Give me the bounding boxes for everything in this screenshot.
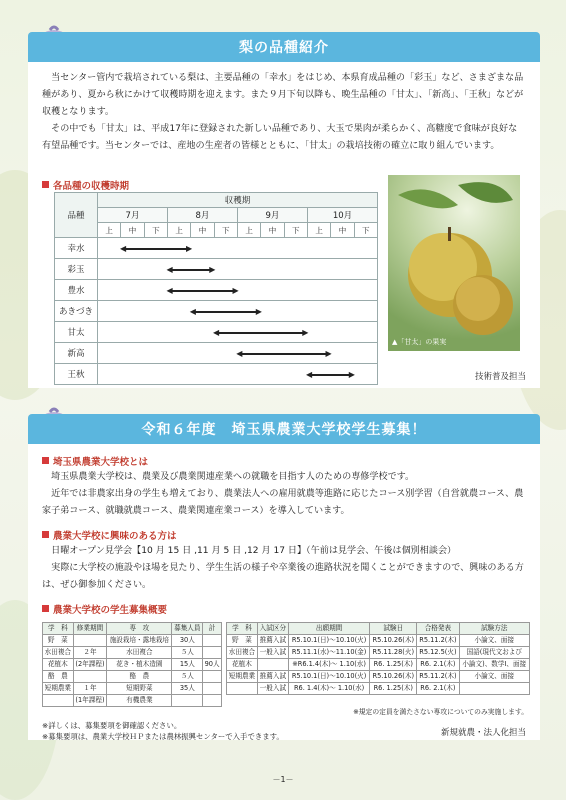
- arrow-left-icon: ◀: [213, 328, 220, 337]
- month-header: 10月: [307, 208, 377, 223]
- subperiod-header: 上: [307, 223, 330, 238]
- harvest-bar: [236, 349, 332, 358]
- variety-row: [55, 322, 378, 343]
- exam-cell: 一般入試: [257, 683, 288, 695]
- harvest-bar: [166, 286, 239, 295]
- exam-header-cell: 合格発表: [417, 623, 459, 635]
- exam-header-cell: 出願期間: [288, 623, 370, 635]
- recruit-row: [43, 659, 222, 671]
- arrow-left-icon: ◀: [166, 286, 173, 295]
- recruit-cell: [203, 671, 222, 683]
- heading-recruitment-text: 農業大学校の学生募集概要: [53, 605, 168, 616]
- harvest-bar-cell: [98, 259, 378, 280]
- exam-cell: R5.11.1(水)～11.10(金): [288, 647, 370, 659]
- recruit-cell: 短期農業: [43, 683, 74, 695]
- section2-body: [28, 444, 540, 740]
- exam-cell: R6. 1.25(木): [370, 659, 417, 671]
- exam-cell: 短期農業: [227, 671, 258, 683]
- exam-cell: R5.10.26(木): [370, 671, 417, 683]
- variety-name: 豊水: [55, 280, 98, 301]
- bullet-square-icon: [42, 181, 49, 188]
- exam-cell: R6. 2.1(木): [417, 683, 459, 695]
- recruit-cell: [73, 635, 107, 647]
- variety-row: [55, 301, 378, 322]
- recruit-row: [43, 635, 222, 647]
- arrow-left-icon: ◀: [189, 307, 196, 316]
- section2-title: 令和６年度 埼玉県農業大学校学生募集！: [141, 422, 427, 438]
- heading-about: [42, 450, 526, 469]
- variety-name: 彩玉: [55, 259, 98, 280]
- variety-name: 王秋: [55, 364, 98, 385]
- note-1: ※詳しくは、募集要項を御確認ください。: [42, 721, 182, 730]
- exam-schedule-table: [226, 622, 530, 695]
- exam-cell: R5.11.28(火): [370, 647, 417, 659]
- month-header: 9月: [237, 208, 307, 223]
- harvest-bar: [189, 307, 262, 316]
- exam-cell: 小論文、面接: [459, 635, 529, 647]
- harvest-bar-cell: [98, 322, 378, 343]
- recruit-cell: 35人: [172, 683, 203, 695]
- heading-about-text: 埼玉県農業大学校とは: [53, 457, 149, 468]
- recruit-cell: [203, 683, 222, 695]
- exam-row: [227, 683, 530, 695]
- recruit-cell: ２年: [73, 647, 107, 659]
- arrow-left-icon: ◀: [166, 265, 173, 274]
- bullet-square-icon: [42, 605, 49, 612]
- exam-table-note: ※規定の定員を満たさない専攻についてのみ実施します。: [353, 708, 528, 716]
- recruit-header-cell: 学 科: [43, 623, 74, 635]
- recruit-cell: [172, 695, 203, 707]
- photo-caption: ▲「甘太」の果実: [392, 338, 447, 346]
- subperiod-header: 下: [284, 223, 307, 238]
- section1-title-bar: [28, 32, 540, 62]
- subperiod-header: 上: [98, 223, 121, 238]
- harvest-period-header: 収穫期: [98, 193, 378, 208]
- harvest-bar-cell: [98, 301, 378, 322]
- arrow-left-icon: ◀: [236, 349, 243, 358]
- recruit-cell: 花き・植木造園: [107, 659, 172, 671]
- recruit-cell: 野 菜: [43, 635, 74, 647]
- heading-recruitment: [42, 598, 526, 617]
- section2-author: 新規就農・法人化担当: [440, 728, 526, 738]
- exam-header-cell: 学 科: [227, 623, 258, 635]
- section1-paragraph-1: 当センター管内で栽培されている梨は、主要品種の「幸水」をはじめ、本県育成品種の「彩玉」など、さまざまな品種があり、夏から秋にかけて収穫時期を迎えます。また９月下旬以降も、晩生品種の「甘太」、「新高」、「王秋」などが収穫となります。: [42, 73, 524, 117]
- recruit-cell: １年: [73, 683, 107, 695]
- subperiod-header: 上: [167, 223, 190, 238]
- variety-row: [55, 343, 378, 364]
- note-2: ※募集要項は、農業大学校ＨＰまたは農林振興センターで入手できます。: [42, 732, 284, 741]
- recruit-cell: 施設栽培・露地栽培: [107, 635, 172, 647]
- exam-row: [227, 671, 530, 683]
- exam-cell: R5.11.2(木): [417, 671, 459, 683]
- exam-cell: 一般入試: [257, 647, 288, 659]
- bullet-square-icon: [42, 457, 49, 464]
- subperiod-header: 下: [354, 223, 377, 238]
- exam-row: [227, 635, 530, 647]
- harvest-bar: [120, 244, 193, 253]
- recruit-header-cell: 計: [203, 623, 222, 635]
- chart-heading: [42, 174, 129, 193]
- exam-cell: 推薦入試: [257, 635, 288, 647]
- recruit-cell: 90人: [203, 659, 222, 671]
- recruit-cell: 花植木: [43, 659, 74, 671]
- month-header: 8月: [167, 208, 237, 223]
- exam-cell: R5.10.1(日)～10.10(火): [288, 635, 370, 647]
- recruit-cell: (2年課程): [73, 659, 107, 671]
- arrow-right-icon: ▶: [348, 370, 355, 379]
- variety-name: 幸水: [55, 238, 98, 259]
- section1-body: [28, 62, 540, 388]
- exam-cell: 小論文、面接: [459, 671, 529, 683]
- exam-cell: R6. 1.4(木)～ 1.10(水): [288, 683, 370, 695]
- recruit-row: [43, 671, 222, 683]
- recruit-cell: 30人: [172, 635, 203, 647]
- recruit-cell: 水田複合: [43, 647, 74, 659]
- harvest-bar-cell: [98, 280, 378, 301]
- recruit-header-cell: 修業期間: [73, 623, 107, 635]
- heading-interest: [42, 524, 526, 543]
- subperiod-header: 下: [144, 223, 167, 238]
- exam-row: [227, 659, 530, 671]
- harvest-bar: [166, 265, 216, 274]
- exam-cell: [459, 683, 529, 695]
- variety-row: [55, 364, 378, 385]
- harvest-bar-cell: [98, 238, 378, 259]
- arrow-right-icon: ▶: [186, 244, 193, 253]
- pear-fruit-image: [388, 175, 520, 351]
- recruit-cell: 酪 農: [43, 671, 74, 683]
- exam-cell: R5.10.26(木): [370, 635, 417, 647]
- recruit-row: [43, 683, 222, 695]
- col-variety-header: 品種: [55, 193, 98, 238]
- about-paragraph-2: 近年では非農家出身の学生も増えており、農業法人への雇用就農等進路に応じたコース別学習（自営就農コース、農家子弟コース、就職就農コース、農業関連産業コース）を導入しています。: [42, 489, 524, 516]
- harvest-bar-cell: [98, 343, 378, 364]
- arrow-right-icon: ▶: [255, 307, 262, 316]
- subperiod-header: 中: [191, 223, 214, 238]
- month-header: 7月: [98, 208, 168, 223]
- recruit-cell: [203, 695, 222, 707]
- harvest-bar: [306, 370, 355, 379]
- arrow-left-icon: ◀: [120, 244, 127, 253]
- exam-cell: 小論文)、数学I、面接: [459, 659, 529, 671]
- recruit-header-cell: 募集人員: [172, 623, 203, 635]
- variety-name: 新高: [55, 343, 98, 364]
- recruit-header-cell: 専 攻: [107, 623, 172, 635]
- heading-interest-text: 農業大学校に興味のある方は: [53, 531, 177, 542]
- recruit-row: [43, 647, 222, 659]
- harvest-bar: [213, 328, 309, 337]
- subperiod-header: 中: [121, 223, 144, 238]
- exam-cell: R5.10.1(日)～10.10(火): [288, 671, 370, 683]
- exam-cell: R6. 2.1(木): [417, 659, 459, 671]
- recruit-cell: 有機農業: [107, 695, 172, 707]
- recruit-cell: 水田複合: [107, 647, 172, 659]
- section1-title: 梨の品種紹介: [239, 40, 329, 56]
- subperiod-header: 下: [214, 223, 237, 238]
- recruit-row: [43, 695, 222, 707]
- recruit-cell: (1年課程): [73, 695, 107, 707]
- arrow-right-icon: ▶: [209, 265, 216, 274]
- variety-name: あきづき: [55, 301, 98, 322]
- subperiod-header: 中: [261, 223, 284, 238]
- variety-name: 甘太: [55, 322, 98, 343]
- recruit-cell: 短期野菜: [107, 683, 172, 695]
- section2-title-bar: [28, 414, 540, 444]
- open-campus-description: 実際に大学校の施設やほ場を見たり、学生生活の様子や卒業後の進路状況を聞くことができますので、興味のある方は、ぜひ御参加ください。: [42, 563, 524, 590]
- recruit-cell: [73, 671, 107, 683]
- open-campus-dates: 日曜オープン見学会【10 月 15 日 ,11 月 5 日 ,12 月 17 日】（午前は見学会、午後は個別相談会）: [51, 546, 457, 556]
- exam-cell: R5.12.5(火): [417, 647, 459, 659]
- recruitment-table: [42, 622, 222, 707]
- recruit-cell: ５人: [172, 671, 203, 683]
- variety-row: [55, 280, 378, 301]
- bullet-square-icon: [42, 531, 49, 538]
- exam-header-cell: 試験方法: [459, 623, 529, 635]
- page-number: －1－: [272, 775, 294, 784]
- exam-cell: ※R6.1.4(木)～ 1.10(水): [288, 659, 370, 671]
- exam-header-cell: 入試区分: [257, 623, 288, 635]
- recruit-cell: ５人: [172, 647, 203, 659]
- subperiod-header: 中: [331, 223, 354, 238]
- recruit-cell: 酪 農: [107, 671, 172, 683]
- exam-cell: R6. 1.25(木): [370, 683, 417, 695]
- exam-cell: [257, 659, 288, 671]
- recruit-cell: [203, 647, 222, 659]
- section1-paragraph-2: その中でも「甘太」は、平成17年に登録された新しい品種であり、大玉で果肉が柔らかく、高糖度で食味が良好な有望品種です。当センターでは、産地の生産者の皆様とともに、「甘太」の栽培技術の確立に取り組んでいます。: [42, 124, 518, 151]
- arrow-left-icon: ◀: [306, 370, 313, 379]
- pear-photo: [388, 175, 520, 351]
- exam-cell: 野 菜: [227, 635, 258, 647]
- exam-cell: 推薦入試: [257, 671, 288, 683]
- exam-cell: R5.11.2(木): [417, 635, 459, 647]
- harvest-table: [54, 192, 378, 385]
- subperiod-header: 上: [237, 223, 260, 238]
- about-paragraph-1: 埼玉県農業大学校は、農業及び農業関連産業への就職を目指す人のための専修学校です。: [51, 472, 415, 482]
- exam-header-cell: 試験日: [370, 623, 417, 635]
- variety-row: [55, 259, 378, 280]
- variety-row: [55, 238, 378, 259]
- harvest-bar-cell: [98, 364, 378, 385]
- chart-heading-text: 各品種の収穫時期: [53, 181, 130, 192]
- exam-cell: 花植木: [227, 659, 258, 671]
- exam-cell: 水田複合: [227, 647, 258, 659]
- recruit-cell: 15人: [172, 659, 203, 671]
- recruit-cell: [43, 695, 74, 707]
- exam-cell: [227, 683, 258, 695]
- exam-cell: 国語(現代文および: [459, 647, 529, 659]
- arrow-right-icon: ▶: [232, 286, 239, 295]
- section1-author: 技術普及担当: [474, 372, 526, 382]
- exam-row: [227, 647, 530, 659]
- recruit-cell: [203, 635, 222, 647]
- arrow-right-icon: ▶: [325, 349, 332, 358]
- arrow-right-icon: ▶: [302, 328, 309, 337]
